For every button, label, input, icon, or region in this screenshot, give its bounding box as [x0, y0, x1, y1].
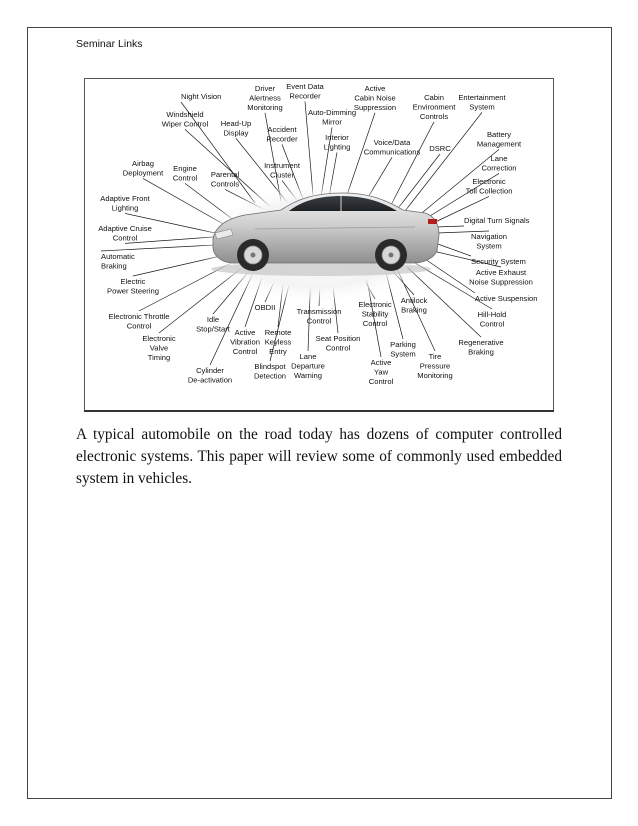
label-line: Navigation: [471, 232, 507, 241]
label-electronic-toll: [466, 177, 513, 195]
label-antilock-braking: [401, 296, 428, 314]
label-line: Stability: [361, 309, 389, 319]
label-seat-position: [316, 334, 361, 352]
label-line: System: [476, 241, 502, 251]
label-line: Active Exhaust: [475, 268, 527, 277]
label-line: Automatic: [101, 252, 135, 261]
label-line: Lane: [490, 154, 508, 163]
label-line: Control: [362, 318, 388, 328]
label-transmission-control: [297, 307, 342, 325]
label-line: Entry: [269, 346, 287, 356]
label-line: Timing: [147, 352, 171, 362]
label-battery-management: [477, 130, 522, 148]
label-remote-keyless: [265, 328, 292, 356]
label-active-cabin-noise: [354, 84, 396, 112]
leader-line-entertainment: [405, 112, 482, 211]
label-blindspot: [254, 362, 287, 380]
label-electric-power-steering: [107, 277, 159, 295]
label-line: System: [469, 102, 495, 112]
label-line: Deployment: [122, 168, 164, 178]
label-windshield-wiper: [162, 110, 209, 128]
label-security-system: [471, 257, 526, 266]
label-electronic-stability: [358, 300, 392, 328]
car-illustration: [197, 182, 439, 306]
label-line: Recorder: [266, 134, 298, 144]
label-line: Driver: [254, 84, 276, 93]
label-digital-turn-signals: [464, 216, 530, 225]
leader-line-dsrc: [399, 154, 440, 207]
label-line: Controls: [210, 179, 240, 189]
label-obdii: [255, 303, 276, 312]
label-line: Control: [306, 316, 332, 326]
label-line: Cluster: [269, 170, 295, 180]
automotive-systems-figure: [84, 78, 554, 411]
label-line: Adaptive Cruise: [98, 224, 152, 233]
label-line: Keyless: [264, 337, 292, 347]
label-line: Active Suspension: [475, 294, 538, 303]
label-line: Yaw: [373, 367, 389, 377]
label-lane-correction: [481, 154, 516, 172]
label-line: Transmission: [296, 307, 342, 316]
label-regenerative-braking: [458, 338, 503, 356]
label-line: Suppression: [353, 102, 397, 112]
label-interior-lighting: [324, 133, 351, 151]
label-cylinder-deactivation: [188, 366, 232, 384]
label-line: Digital Turn Signals: [464, 216, 530, 225]
label-line: Antilock: [400, 296, 428, 305]
label-driver-alertness: [247, 84, 282, 112]
label-active-exhaust: [469, 268, 533, 286]
label-line: Braking: [468, 347, 494, 357]
label-line: Monitoring: [247, 102, 283, 112]
label-event-data-recorder: [286, 82, 324, 100]
label-line: Power Steering: [107, 286, 159, 296]
label-line: Control: [325, 343, 351, 353]
label-line: Cabin: [424, 93, 444, 102]
label-active-suspension: [475, 294, 537, 303]
label-line: Lighting: [323, 142, 351, 152]
label-line: Accident: [267, 125, 297, 134]
label-line: Battery: [486, 130, 512, 139]
label-line: Monitoring: [417, 370, 453, 380]
label-voice-data: [364, 138, 421, 156]
label-line: Event Data: [286, 82, 324, 91]
label-line: OBDII: [254, 303, 276, 312]
label-line: Display: [223, 128, 249, 138]
label-line: Engine: [173, 164, 197, 173]
label-line: Parking: [390, 340, 416, 349]
label-automatic-braking: [101, 252, 135, 270]
label-line: Control: [126, 321, 152, 331]
label-navigation: [471, 232, 507, 250]
label-line: Toll Collection: [465, 186, 513, 196]
label-line: Braking: [101, 261, 127, 271]
label-line: Cabin Noise: [354, 93, 396, 103]
label-line: Adaptive Front: [100, 194, 150, 203]
label-line: Head-Up: [220, 119, 252, 128]
label-line: Pressure: [419, 361, 451, 371]
label-line: Electronic: [358, 300, 392, 309]
running-header: Seminar Links: [76, 38, 143, 50]
leader-line-cabin-environment: [391, 122, 434, 205]
label-line: Control: [112, 233, 138, 243]
label-line: Hill-Hold: [477, 310, 507, 319]
label-parking-system: [390, 340, 416, 358]
label-line: Control: [368, 376, 394, 386]
label-tire-pressure: [417, 352, 452, 380]
label-line: Communications: [363, 147, 421, 157]
label-line: Remote: [264, 328, 292, 337]
label-line: Noise Suppression: [469, 277, 533, 287]
leader-line-security-system: [435, 243, 471, 256]
label-line: Interior: [325, 133, 349, 142]
label-entertainment: [458, 93, 506, 111]
label-line: Mirror: [322, 117, 342, 127]
label-line: Management: [476, 139, 522, 149]
label-line: Wiper Control: [161, 119, 209, 129]
leader-line-active-suspension: [425, 259, 475, 293]
label-line: Vibration: [230, 337, 260, 347]
label-line: Recorder: [289, 91, 321, 101]
label-line: Regenerative: [458, 338, 504, 347]
label-electronic-valve-timing: [142, 334, 176, 362]
label-line: Night Vision: [181, 92, 222, 101]
figure-canvas: [85, 79, 554, 411]
leader-line-digital-turn-signals: [435, 226, 464, 227]
label-line: Cylinder: [196, 366, 224, 375]
label-active-vibration: [230, 328, 260, 356]
label-line: Control: [479, 319, 505, 329]
label-line: Security System: [471, 257, 526, 266]
label-idle-stop-start: [196, 315, 231, 333]
label-line: Auto-Dimming: [307, 108, 357, 117]
label-accident-recorder: [266, 125, 298, 143]
label-line: De-activation: [187, 375, 233, 385]
label-electronic-throttle: [108, 312, 169, 330]
label-line: Entertainment: [458, 93, 506, 102]
label-line: Active: [234, 328, 256, 337]
label-line: Windshield: [166, 110, 204, 119]
label-line: Blindspot: [254, 362, 286, 371]
label-line: Control: [232, 346, 258, 356]
label-line: System: [390, 349, 416, 359]
label-line: Electric: [120, 277, 146, 286]
label-lane-departure: [291, 352, 325, 380]
label-line: Electronic Throttle: [108, 312, 170, 321]
label-line: Seat Position: [315, 334, 361, 343]
label-line: Control: [172, 173, 198, 183]
label-line: Tire: [428, 352, 442, 361]
label-line: Controls: [419, 111, 449, 121]
label-cabin-environment: [413, 93, 457, 121]
label-night-vision: [181, 92, 221, 101]
figure-bottom-rule: [84, 410, 554, 412]
label-line: Electronic: [472, 177, 506, 186]
label-line: Electronic: [142, 334, 176, 343]
label-line: Stop/Start: [196, 324, 230, 334]
label-line: Voice/Data: [373, 138, 411, 147]
label-line: Alertness: [249, 93, 281, 103]
label-line: Correction: [481, 163, 517, 173]
body-paragraph: A typical automobile on the road today has dozens of computer controlled electronic systems. This paper will review some of commonly used embedded system in vehicles.: [76, 426, 562, 487]
label-line: Airbag: [132, 159, 154, 168]
label-line: Active: [364, 84, 386, 93]
label-line: Idle: [206, 315, 220, 324]
label-line: Departure: [291, 361, 325, 371]
label-line: Valve: [149, 343, 169, 353]
label-line: Lane: [299, 352, 317, 361]
label-line: Lighting: [111, 203, 139, 213]
label-dsrc: [429, 144, 451, 153]
label-line: DSRC: [429, 144, 451, 153]
label-line: Warning: [294, 370, 322, 380]
label-active-yaw: [369, 358, 394, 386]
label-line: Braking: [401, 305, 427, 315]
label-line: Environment: [412, 102, 456, 112]
label-instrument-cluster: [264, 161, 301, 179]
label-line: Instrument: [264, 161, 300, 170]
label-airbag: [123, 159, 164, 177]
label-adaptive-front-lighting: [100, 194, 150, 212]
label-auto-dimming-mirror: [308, 108, 356, 126]
label-parental-controls: [211, 170, 240, 188]
label-adaptive-cruise: [98, 224, 152, 242]
label-head-up-display: [221, 119, 251, 137]
label-line: Active: [370, 358, 392, 367]
label-line: Detection: [253, 371, 287, 381]
label-hill-hold: [478, 310, 507, 328]
label-line: Parental: [210, 170, 240, 179]
label-engine-control: [173, 164, 198, 182]
